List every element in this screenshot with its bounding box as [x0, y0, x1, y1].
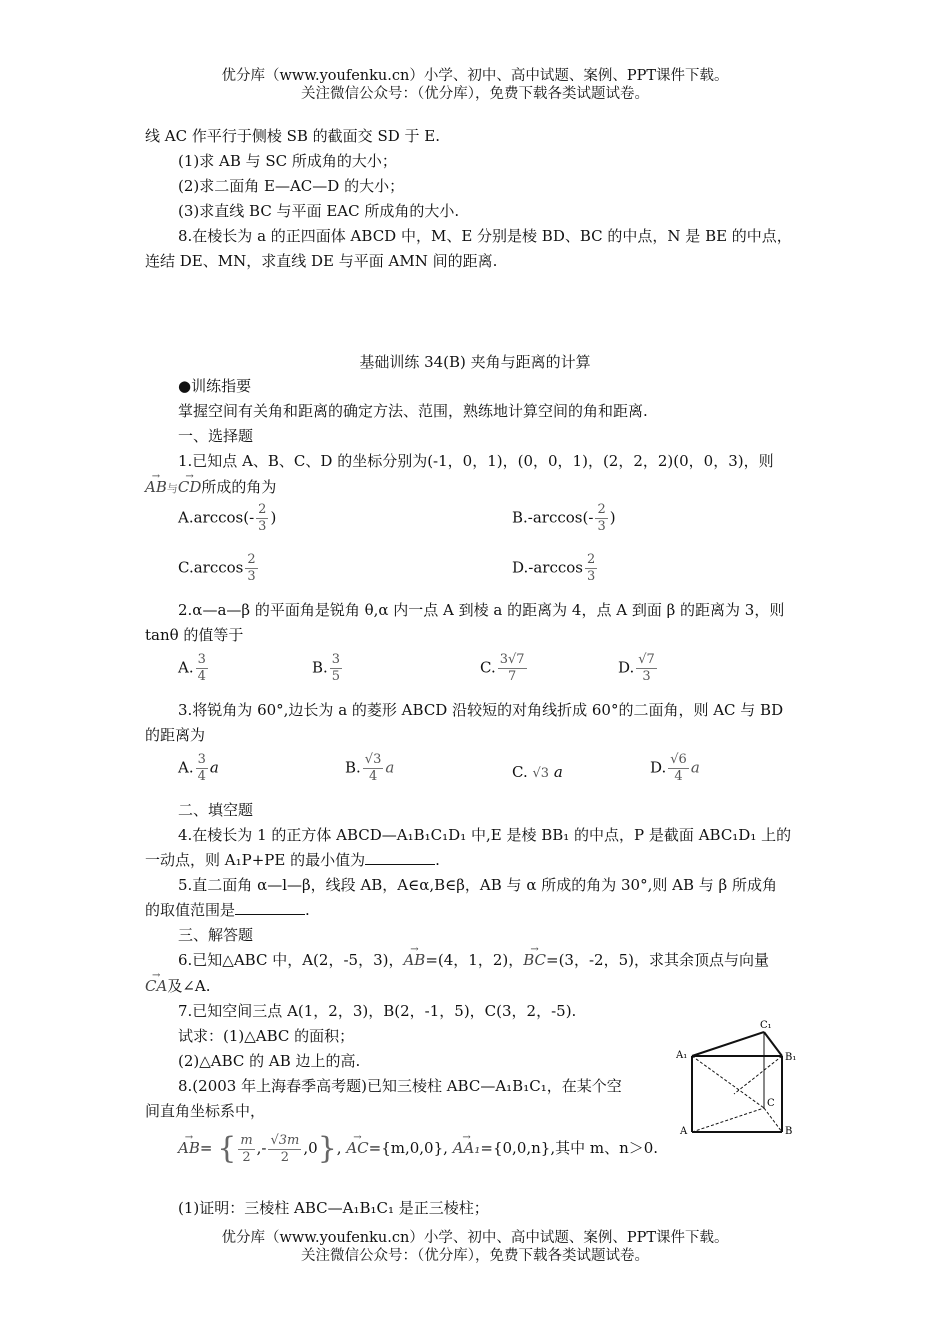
question-8-line4: (1)证明：三棱柱 ABC—A₁B₁C₁ 是正三棱柱；	[178, 1199, 489, 1217]
option-b: B. $\frac{√3}{4}$ a	[345, 752, 395, 784]
question-5-text: 5.直二面角 α—l—β，线段 AB，A∈α,B∈β，AB 与 α 所成的角为 30°,则 AB 与 β 所成角	[178, 876, 777, 894]
vertex-label: A₁	[676, 1050, 688, 1061]
question-7-line2: 试求：(1)△ABC 的面积；	[178, 1027, 355, 1045]
question-8-equation: → AB= { $\frac{m}{2}$ ,- $\frac{√3m}{2}$ ,0}, → AC={m,0,0}, → AA₁={0,0,n},其中 m、n＞0.	[178, 1130, 658, 1167]
guide-heading: ●训练指要	[178, 377, 252, 395]
question-3-text: 3.将锐角为 60°,边长为 a 的菱形 ABCD 沿较短的对角线折成 60°的二面角，则 AC 与 BD	[178, 701, 784, 719]
option-a: A. $\frac{3}{4}$	[178, 652, 206, 684]
option-a: A.arccos(- $\frac{2}{3}$ )	[178, 502, 277, 534]
vertex-label: B	[785, 1126, 793, 1136]
text-line: (1)求 AB 与 SC 所成角的大小；	[178, 152, 397, 170]
question-6-line2: → CA及∠A.	[145, 976, 210, 996]
option-d: D.-arccos $\frac{2}{3}$	[512, 552, 596, 584]
text-line: 8.在棱长为 a 的正四面体 ABCD 中，M、E 分别是棱 BD、BC 的中点，N 是 BE 的中点，	[178, 227, 792, 245]
question-8-text: 8.(2003 年上海春季高考题)已知三棱柱 ABC—A₁B₁C₁，在某个空	[178, 1077, 622, 1095]
part-heading: 三、解答题	[178, 926, 254, 944]
text-line: 连结 DE、MN，求直线 DE 与平面 AMN 间的距离.	[145, 252, 498, 270]
text-line: 线 AC 作平行于侧棱 SB 的截面交 SD 于 E.	[145, 127, 441, 145]
option-c: C. $\frac{3√7}{7}$	[480, 652, 525, 684]
part-heading: 二、填空题	[178, 801, 254, 819]
option-a: A. $\frac{3}{4}$ a	[178, 752, 219, 784]
question-7-line3: (2)△ABC 的 AB 边上的高.	[178, 1052, 361, 1070]
question-5-line2: 的取值范围是 .	[145, 901, 310, 919]
section-title: 基础训练 34(B) 夹角与距离的计算	[359, 353, 591, 371]
part-heading: 一、选择题	[178, 427, 254, 445]
vertex-label: C₁	[760, 1020, 772, 1031]
answer-blank	[235, 900, 305, 915]
question-4-line2: 一动点，则 A₁P+PE 的最小值为 .	[145, 851, 440, 869]
option-d: D. $\frac{√6}{4}$ a	[650, 752, 700, 784]
guide-text: 掌握空间有关角和距离的确定方法、范围，熟练地计算空间的角和距离.	[178, 402, 648, 420]
option-c: C. √3 a	[512, 763, 563, 781]
option-b: B.-arccos(- $\frac{2}{3}$ )	[512, 502, 616, 534]
option-d: D. $\frac{√7}{3}$	[618, 652, 655, 684]
option-c: C.arccos $\frac{2}{3}$	[178, 552, 256, 584]
header-line-2: 关注微信公众号：（优分库），免费下载各类试题试卷。	[301, 86, 649, 102]
question-8-line2: 间直角坐标系中，	[145, 1102, 266, 1120]
vector-ab: → AB	[145, 477, 167, 497]
footer-line-2: 关注微信公众号：（优分库），免费下载各类试题试卷。	[301, 1248, 649, 1264]
vector-cd: → CD	[178, 477, 202, 497]
question-4-text: 4.在棱长为 1 的正方体 ABCD—A₁B₁C₁D₁ 中,E 是棱 BB₁ 的中点，P 是截面 ABC₁D₁ 上的	[178, 826, 792, 844]
footer-line-1: 优分库（www.youfenku.cn）小学、初中、高中试题、案例、PPT课件下载。	[221, 1230, 729, 1246]
question-1-text: 1.已知点 A、B、C、D 的坐标分别为(-1，0，1)，(0，0，1)，(2，2，2)(0，0，3)，则	[178, 452, 774, 470]
text-line: (2)求二面角 E—AC—D 的大小；	[178, 177, 405, 195]
header-line-1: 优分库（www.youfenku.cn）小学、初中、高中试题、案例、PPT课件下载。	[221, 68, 729, 84]
vertex-label: B₁	[785, 1052, 797, 1063]
question-3-line2: 的距离为	[145, 726, 206, 744]
question-7-text: 7.已知空间三点 A(1，2，3)，B(2，-1，5)，C(3，2，-5).	[178, 1002, 577, 1020]
text-line: (3)求直线 BC 与平面 EAC 所成角的大小.	[178, 202, 460, 220]
question-2-text: 2.α—a—β 的平面角是锐角 θ,α 内一点 A 到棱 a 的距离为 4，点 A 到面 β 的距离为 3，则	[178, 601, 785, 619]
option-b: B. $\frac{3}{5}$	[312, 652, 341, 684]
vertex-label: C	[767, 1098, 775, 1109]
answer-blank	[365, 850, 435, 865]
question-6-text: 6.已知△ABC 中，A(2，-5，3)，→ AB=(4，1，2)，→ BC=(3，-2，5)，求其余顶点与向量	[178, 950, 769, 970]
prism-figure	[676, 1016, 806, 1136]
question-2-line2: tanθ 的值等于	[145, 626, 244, 644]
question-1-line2: → AB与→ CD所成的角为	[145, 477, 276, 499]
vertex-label: A	[680, 1126, 688, 1136]
